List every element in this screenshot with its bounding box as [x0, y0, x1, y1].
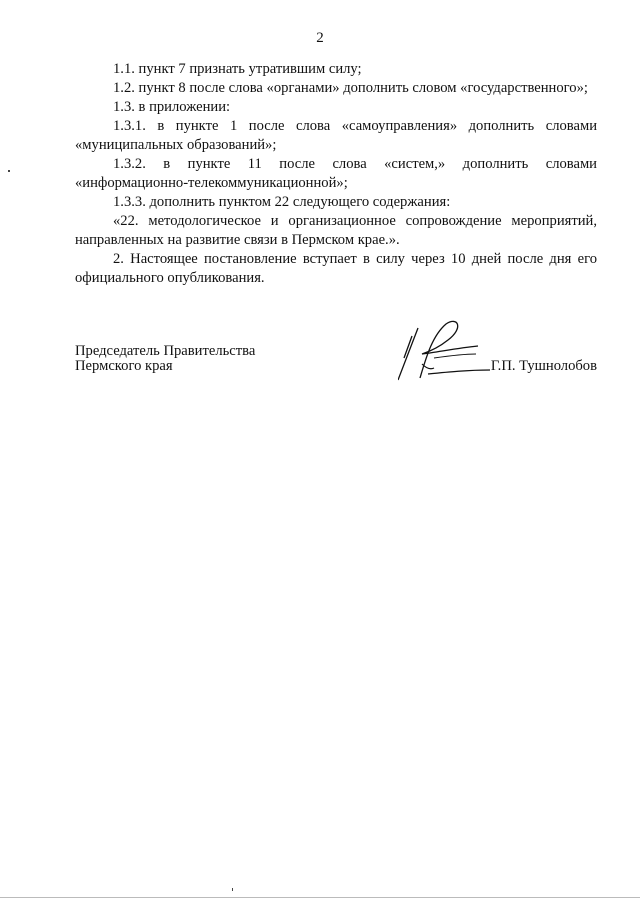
scan-mark	[232, 888, 233, 891]
paragraph-1-1: 1.1. пункт 7 признать утратившим силу;	[113, 61, 362, 77]
handwritten-signature	[398, 318, 508, 388]
signatory-title	[75, 344, 255, 374]
scan-mark	[8, 170, 10, 172]
paragraph-1-3-3: 1.3.3. дополнить пунктом 22 следующего содержания:	[113, 194, 451, 210]
signature-block	[75, 344, 597, 404]
signatory-title-line2: Пермского края	[75, 358, 173, 374]
paragraph-22-text: «22. методологическое и организационное сопровождение мероприятий, направленных на развитие связи в Пермском крае.».	[75, 213, 597, 248]
paragraph-1-3-1: 1.3.1. в пункте 1 после слова «самоуправления» дополнить словами «муниципальных образований»;	[75, 118, 597, 153]
page-number: 2	[316, 30, 324, 46]
scan-edge	[0, 897, 640, 898]
signatory-name: Г.П. Тушнолобов	[490, 358, 597, 374]
signatory-title-line1: Председатель Правительства	[75, 343, 256, 359]
paragraph-1-2: 1.2. пункт 8 после слова «органами» дополнить словом «государственного»;	[113, 80, 588, 96]
paragraph-2: 2. Настоящее постановление вступает в силу через 10 дней после дня его официального опубликования.	[75, 251, 597, 286]
document-body	[75, 60, 597, 288]
paragraph-1-3: 1.3. в приложении:	[113, 99, 231, 115]
paragraph-1-3-2: 1.3.2. в пункте 11 после слова «систем,» дополнить словами «информационно-телекоммуникационной»;	[75, 156, 597, 191]
